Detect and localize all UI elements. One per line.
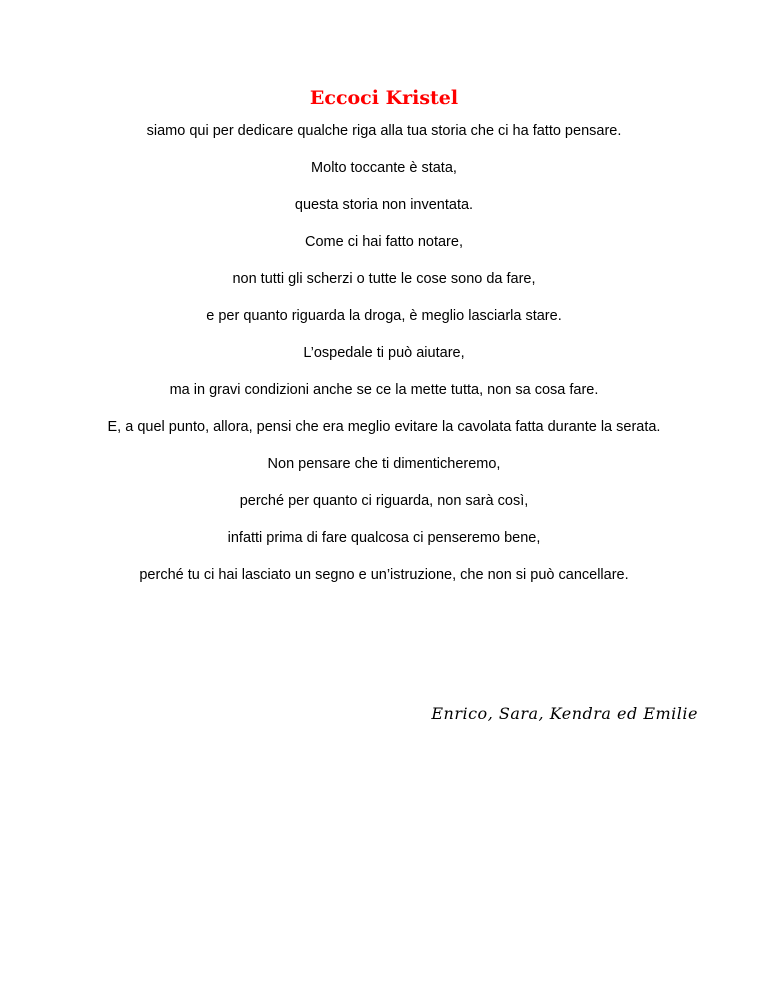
poem-line: perché per quanto ci riguarda, non sarà così, — [239, 493, 529, 509]
poem-line: non tutti gli scherzi o tutte le cose sono da fare, — [232, 271, 536, 287]
poem-line: siamo qui per dedicare qualche riga alla tua storia che ci ha fatto pensare. — [146, 123, 622, 139]
poem-line: ma in gravi condizioni anche se ce la mette tutta, non sa cosa fare. — [169, 382, 599, 398]
poem-body — [84, 122, 684, 603]
poem-line: Come ci hai fatto notare, — [305, 234, 463, 250]
poem-line: Molto toccante è stata, — [311, 160, 457, 176]
poem-title: Eccoci Kristel — [309, 87, 459, 109]
poem-line: questa storia non inventata. — [294, 197, 474, 213]
poem-line: perché tu ci hai lasciato un segno e un’istruzione, che non si può cancellare. — [139, 567, 629, 583]
poem-line: e per quanto riguarda la droga, è meglio lasciarla stare. — [206, 308, 562, 324]
poem-line: infatti prima di fare qualcosa ci penseremo bene, — [227, 530, 541, 546]
poem-line: Non pensare che ti dimenticheremo, — [267, 456, 501, 472]
signature: Enrico, Sara, Kendra ed Emilie — [431, 704, 698, 723]
poem-line: E, a quel punto, allora, pensi che era meglio evitare la cavolata fatta durante la serata. — [107, 419, 661, 435]
poem-line: L’ospedale ti può aiutare, — [303, 345, 465, 361]
